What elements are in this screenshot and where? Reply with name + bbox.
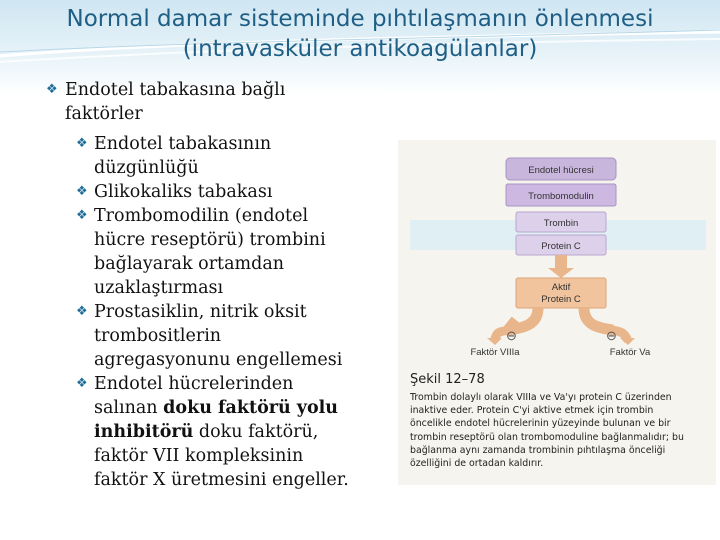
bullet-text — [94, 396, 389, 420]
caption-line: özelliğini de ortadan kaldırır. — [410, 458, 544, 470]
bullet-text — [94, 420, 389, 444]
bullet-text: uzaklaştırması — [94, 278, 224, 298]
box-protein-c-label: Protein C — [541, 241, 581, 252]
faktor-viiia-label: Faktör VIIIa — [470, 347, 520, 358]
bullet-text: trombositlerin — [94, 326, 222, 346]
caption-line: Trombin dolaylı olarak VIIIa ve Va'yı protein C üzerinden — [410, 392, 672, 403]
bullet-marker-icon: ❖ — [76, 376, 88, 391]
bullet-text: Endotel tabakasına bağlı — [65, 80, 286, 100]
bullet-text: düzgünlüğü — [94, 158, 199, 178]
bullet-text: agregasyonunu engellemesi — [94, 350, 343, 370]
bullet-level2 — [44, 300, 389, 372]
bullet-text: faktör X üretmesini engeller. — [94, 470, 349, 490]
bullet-level2 — [44, 372, 389, 492]
bullet-marker-icon: ❖ — [76, 304, 88, 319]
faktor-va-label: Faktör Va — [609, 347, 651, 358]
bullet-text: faktör VII kompleksinin — [94, 446, 304, 466]
bullet-text-bold: inhibitörü — [94, 422, 194, 442]
caption-line: inaktive eder. Protein C'yi aktive etmek için trombin — [410, 405, 654, 417]
arrow-right-head — [620, 338, 635, 345]
caption-line: bağlanma aynı zamanda trombinin pıhtılaşma önceliği — [410, 444, 666, 456]
caption-line: trombin reseptörü olan trombomoduline bağlanmalıdır; bu — [410, 431, 684, 443]
figure-caption — [410, 391, 710, 470]
arrow-left-branch — [508, 308, 538, 330]
bullet-text-part: doku faktörü, — [193, 422, 319, 442]
box-trombomodulin-label: Trombomodulin — [528, 191, 594, 202]
arrow-down — [555, 255, 567, 269]
slide-title — [0, 4, 720, 64]
bullet-text: bağlayarak ortamdan — [94, 254, 285, 274]
bullet-text: Glikokaliks tabakası — [94, 182, 273, 202]
bullet-level2 — [44, 180, 389, 204]
bullet-text: Endotel hücrelerinden — [94, 374, 294, 394]
bullet-marker-icon: ❖ — [76, 136, 88, 151]
slide-title-line1: Normal damar sisteminde pıhtılaşmanın önlenmesi — [66, 6, 654, 32]
protein-c-diagram — [398, 140, 716, 370]
bullet-text: Prostasiklin, nitrik oksit — [94, 302, 307, 322]
arrow-left-head — [487, 338, 502, 345]
bullet-marker-icon: ❖ — [76, 208, 88, 223]
bullet-text: Trombomodilin (endotel — [94, 206, 309, 226]
bullet-list — [44, 78, 389, 492]
bullet-text: faktörler — [65, 104, 143, 124]
arrow-down-head — [548, 268, 574, 278]
bullet-level1 — [44, 78, 389, 126]
box-aktif-label2: Protein C — [541, 294, 581, 305]
box-trombin-label: Trombin — [543, 218, 579, 229]
arrow-right-branch — [584, 308, 613, 330]
bullet-text-bold: doku faktörü yolu — [163, 398, 339, 418]
bullet-text: Endotel tabakasının — [94, 134, 272, 154]
figure-caption-title: Şekil 12–78 — [410, 372, 485, 387]
box-endotel-label: Endotel hücresi — [528, 165, 594, 176]
inhibit-left-icon: ⊖ — [506, 328, 517, 343]
box-aktif-label1: Aktif — [551, 282, 571, 293]
bullet-marker-icon: ❖ — [46, 82, 58, 97]
bullet-text: hücre reseptörü) trombini — [94, 230, 326, 250]
figure-panel — [398, 140, 716, 485]
inhibit-right-icon: ⊖ — [606, 328, 617, 343]
bullet-marker-icon: ❖ — [76, 184, 88, 199]
bullet-text-part: salınan — [94, 398, 164, 418]
slide-title-line2: (intravasküler antikoagülanlar) — [182, 36, 538, 62]
bullet-level2 — [44, 204, 389, 300]
caption-line: öncelikle endotel hücrelerinin yüzeyinde bulunan ve bir — [410, 418, 671, 430]
bullet-level2 — [44, 132, 389, 180]
